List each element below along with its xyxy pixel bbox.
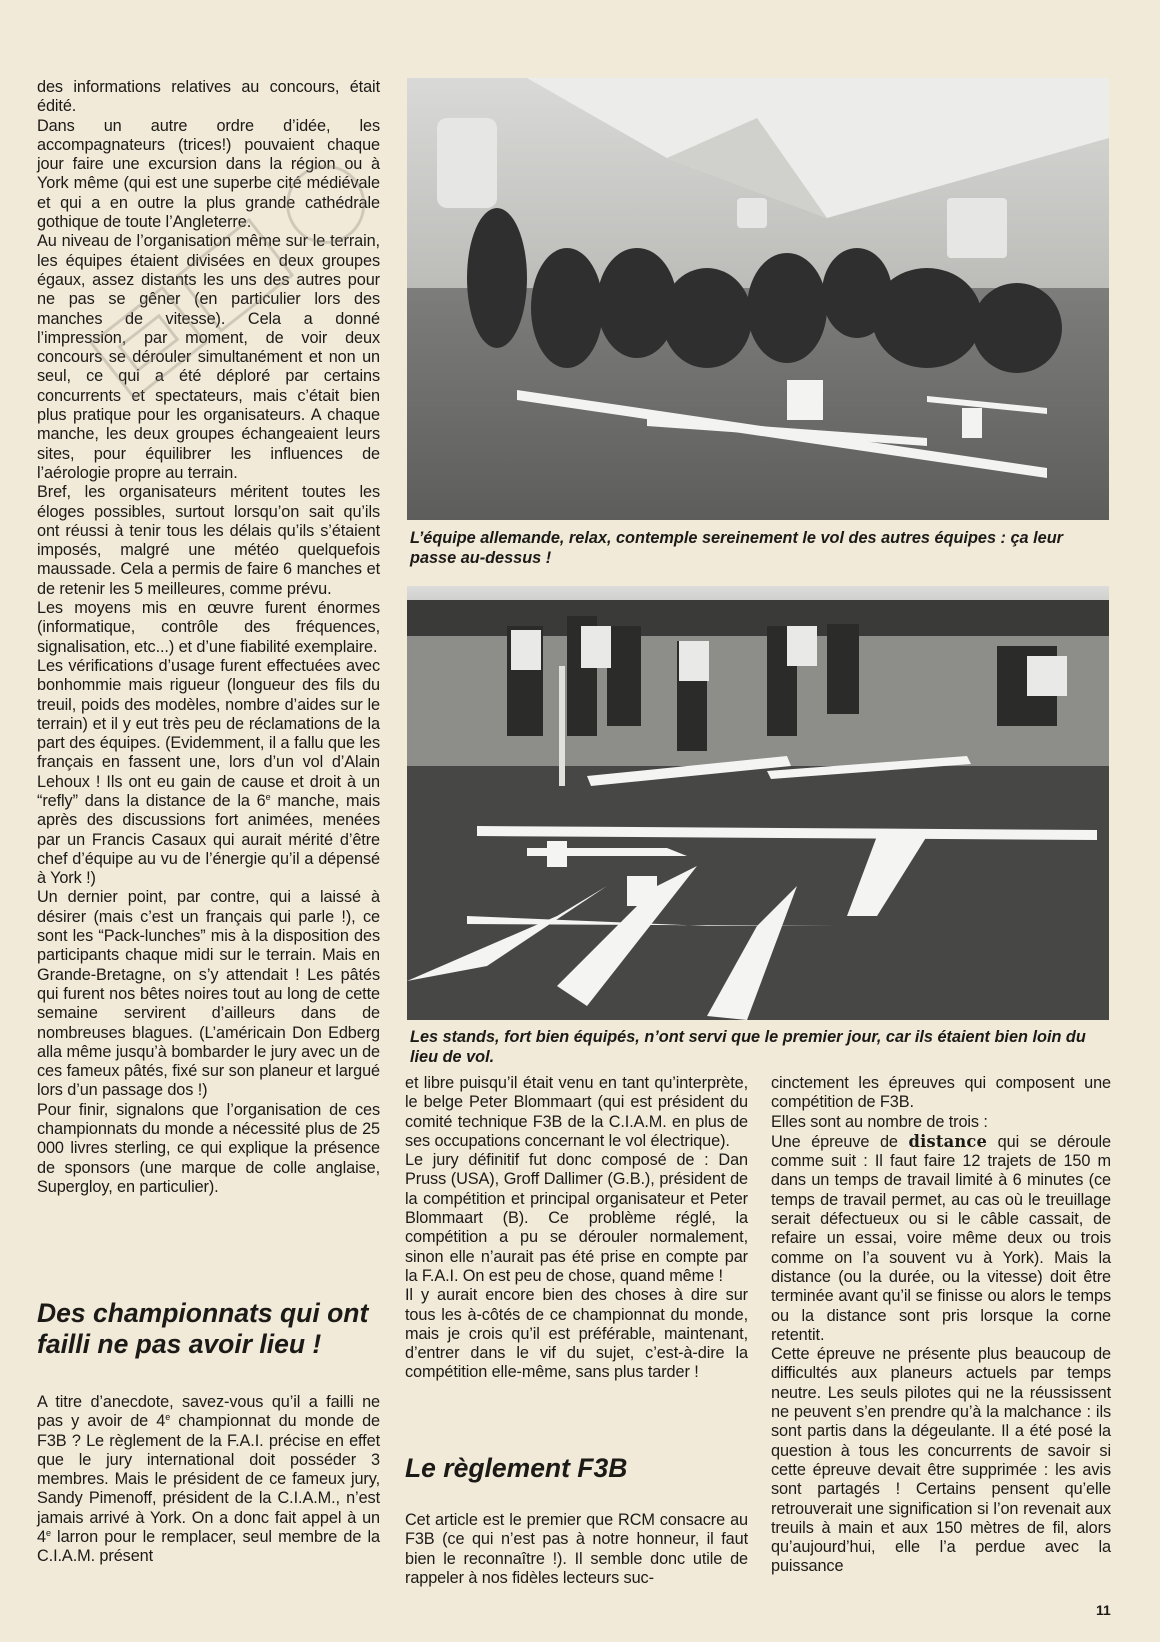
superscript: e — [165, 1412, 171, 1423]
photo-caption-bottom: Les stands, fort bien équipés, n’ont servi que le premier jour, car ils étaient bien loin du lieu de vol. — [410, 1028, 1086, 1066]
paragraph: et libre puisqu’il était venu en tant qu’interprète, le belge Peter Blommaart (qui est président du comité technique F3B de la C.I.A.M. en plus de ses occupations concernant le vol électrique). — [405, 1074, 748, 1150]
text-run: larron pour le remplacer, seul membre de la C.I.A.M. présent — [37, 1528, 380, 1566]
text-run: Les vérifications d’usage furent effectuées avec bonhommie mais rigueur (longueur des fils du treuil, poids des modèles, nombre d’aides sur le terrain) et il y eut très peu de réclamations de la part des équipes. (Evidemment, il a fallu que les français en fassent une, lors d’un vol d’Alain Lehoux ! Ils ont eu gain de cause et droit à un “refly” dans la distance de la 6 — [37, 656, 380, 810]
paragraph: Au niveau de l’organisation même sur le terrain, les équipes étaient divisées en deux groupes égaux, assez distants les uns des autres pour ne pas se gêner (en particulier lors des manches de vitesse). Cela a donné l’impression, par moment, de voir deux concours se dérouler simultanément et non un seul, ce qui a été déploré par certains concurrents et spectateurs, mais c’était bien plus pratique pour les organisateurs. A chaque manche, les deux groupes échangeaient leurs sites, pour équilibrer les influences de l’aérologie propre au terrain. — [37, 232, 380, 482]
article-column-right — [771, 1074, 1111, 1577]
article-column-middle-bottom — [405, 1511, 748, 1588]
paragraph: Pour finir, signalons que l’organisation de ces championnats du monde a nécessité plus de 25 000 livres sterling, ce qui explique la présence de sponsors (une marque de colle anglaise, Supergloy, en particulier). — [37, 1100, 380, 1196]
paragraph: Elles sont au nombre de trois : — [771, 1112, 988, 1131]
paragraph — [37, 1393, 380, 1567]
paragraph: Dans un autre ordre d’idée, les accompagnateurs (trices!) pouvaient chaque jour faire une excursion dans la région ou à York même (qui est une superbe cité médiévale et qui a en outre la plus grande cathédrale gothique de toute l’Angleterre. — [37, 116, 380, 232]
text-run: championnat du monde de F3B ? Le règlement de la F.A.I. précise en effet que le jury international doit posséder 3 membres. Mais le président de ce fameux jury, Sandy Pimenoff, président de la C.I.A.M., n’est jamais arrivé à York. On a donc fait appel à un 4 — [37, 1412, 380, 1547]
paragraph — [37, 657, 380, 889]
paragraph: Cet article est le premier que RCM consacre au F3B (ce qui n’est pas à notre honneur, il faut bien le reconnaître !). Il semble donc utile de rappeler à nos fidèles lecteurs suc- — [405, 1511, 748, 1587]
text-run: A titre d’anecdote, savez-vous qu’il a failli ne pas y avoir de 4 — [37, 1393, 380, 1431]
photo-stands — [407, 586, 1109, 1020]
paragraph — [771, 1132, 1111, 1345]
photo-german-team-image — [407, 78, 1109, 520]
paragraph: Un dernier point, par contre, qui a laissé à désirer (mais c’est un français qui parle !), ce sont les “Pack-lunches” mis à la disposition des participants chaque midi sur le terrain. Mais en Grande-Bretagne, on s’y attendait ! Les pâtés qui furent nos bêtes noires tout au long de cette semaine servirent d’ailleurs dans de nombreuses blagues. (L’américain Don Edberg alla même jusqu’à bombarder le jury avec un de ces fameux pâtés, fixé sur son planeur et largué lors d’un passage dos !) — [37, 888, 380, 1100]
section-heading-reglement: Le règlement F3B — [405, 1453, 628, 1483]
emphasis-distance: distance — [908, 1131, 988, 1151]
page-number: 11 — [1096, 1602, 1111, 1618]
paragraph: Le jury définitif fut donc composé de : Dan Pruss (USA), Groff Dallimer (G.B.), président de la compétition et principal organisateur et Peter Blommaart (B). Ce problème réglé, la compétition a pu se dérouler normalement, sinon elle n’aurait pas été prise en compte par la F.A.I. On est peu de chose, quand même ! — [405, 1151, 748, 1285]
superscript: e — [265, 791, 271, 802]
text-run: qui se déroule comme suit : Il faut faire 12 trajets de 150 m dans un temps de travail limité à 6 minutes (ce temps de travail permet, au cas où le treuillage serait défectueux ou si le câble cassait, de refaire un essai, voire même deux ou trois comme on l’a souvent vu à York). Mais la distance (ou la durée, ou la vitesse) doit être terminée avant qu’il se finisse ou alors le temps ou la distance sont pris lorsque la corne retentit. — [771, 1132, 1111, 1344]
paragraph: cinctement les épreuves qui composent une compétition de F3B. — [771, 1074, 1111, 1112]
paragraph: des informations relatives au concours, était édité. — [37, 78, 380, 116]
article-column-middle — [405, 1074, 748, 1383]
paragraph: Cette épreuve ne présente plus beaucoup de difficultés aux planeurs actuels par temps neutre. Les seuls pilotes qui ne la réussissent ne peuvent s’en prendre qu’à la malchance : ils sont partis dans la dégeulante. Il a été posé la question à tous les concurrents de savoir si cette épreuve devait être supprimée : les avis sont partagés ! Certains pensent qu’elle retrouverait une signification si l’on revenait aux treuils à main et aux 150 mètres de fil, alors qu’aujourd’hui, elle l’a perdue avec la puissance — [771, 1345, 1111, 1576]
text-run: Une épreuve de — [771, 1132, 909, 1151]
section-heading-championnats: Des championnats qui ont failli ne pas avoir lieu ! — [37, 1298, 369, 1359]
article-column-left — [37, 78, 380, 1197]
photo-german-team — [407, 78, 1109, 520]
article-column-left-bottom — [37, 1393, 380, 1567]
photo-caption-top: L’équipe allemande, relax, contemple sereinement le vol des autres équipes : ça leur passe au-dessus ! — [410, 529, 1063, 567]
paragraph: Les moyens mis en œuvre furent énormes (informatique, contrôle des fréquences, signalisation, etc...) et d’une fiabilité exemplaire. — [37, 599, 380, 656]
paragraph: Bref, les organisateurs méritent toutes les éloges possibles, surtout lorsqu’on sait qu’ils ont réussi à tenir tous les délais qu’ils s’étaient imposés, malgré une météo quelquefois maussade. Cela a permis de faire 6 manches et de retenir les 5 meilleures, comme prévu. — [37, 483, 380, 598]
paragraph: Il y aurait encore bien des choses à dire sur tous les à-côtés de ce championnat du monde, mais je crois qu’il est préférable, maintenant, d’entrer dans le vif du sujet, c’est-à-dire la compétition elle-même, sans plus tarder ! — [405, 1286, 748, 1382]
superscript: e — [45, 1528, 51, 1539]
text-run: manche, mais après des discussions fort animées, menées par un Francis Casaux qui aurait mérité d’être chef d’équipe au vu de l’énergie qu’il a dépensé à York !) — [37, 791, 380, 888]
photo-stands-image — [407, 586, 1109, 1020]
